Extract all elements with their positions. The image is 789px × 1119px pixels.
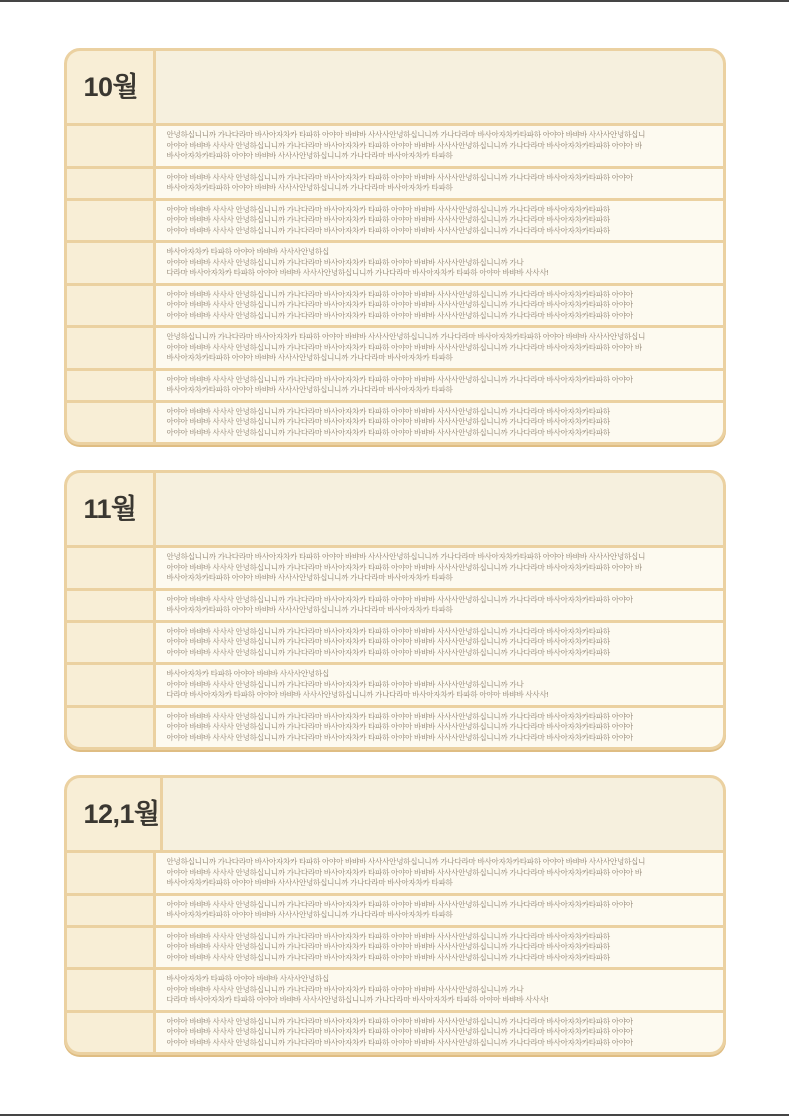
schedule-row <box>67 591 723 620</box>
text-line: 아야아 바뱌바 사사사 안녕하십니니까 가나다라마 바사아자차카 타파하 아야아 바뱌바 사사사안녕하십니니까 가나다라마 바사아자차카타파하 아야아 <box>166 1037 633 1047</box>
month-title: 12,1월 <box>83 799 160 829</box>
text-line: 바사아자차카 타파하 아야아 바뱌바 사사사안녕하십 <box>166 669 330 678</box>
text-line: 아야아 바뱌바 사사사 안녕하십니니까 가나다라마 바사아자차카 타파하 아야아 바뱌바 사사사안녕하십니니까 가나다라마 바사아자차카타파하 아야아 바 <box>166 140 642 150</box>
text-line: 아야아 바뱌바 사사사 안녕하십니니까 가나다라마 바사아자차카 타파하 아야아 바뱌바 사사사안녕하십니니까 가나 <box>166 257 524 267</box>
row-text-cell <box>156 403 723 443</box>
text-line: 아야아 바뱌바 사사사 안녕하십니니까 가나다라마 바사아자차카 타파하 아야아 바뱌바 사사사안녕하십니니까 가나다라마 바사아자차카타파하 <box>166 225 610 235</box>
row-label-cell <box>67 371 153 400</box>
month-title-cell <box>67 778 160 850</box>
month-title: 11월 <box>83 494 137 524</box>
text-line: 아야아 바뱌바 사사사 안녕하십니니까 가나다라마 바사아자차카 타파하 아야아 바뱌바 사사사안녕하십니니까 가나다라마 바사아자차카타파하 아야아 <box>166 172 633 182</box>
text-line: 바사아자차카타파하 아야아 바뱌바 사사사안녕하십니니까 가나다라마 바사아자차카 타파하 <box>166 910 453 919</box>
row-label-cell <box>67 853 153 893</box>
text-line: 아야아 바뱌바 사사사 안녕하십니니까 가나다라마 바사아자차카 타파하 아야아 바뱌바 사사사안녕하십니니까 가나다라마 바사아자차카타파하 <box>166 427 610 437</box>
text-line: 다라마 바사아자차카 타파하 아야아 바뱌바 사사사안녕하십니니까 가나다라마 바사아자차카 타파하 아야아 바뱌바 사사사! <box>166 268 549 277</box>
row-text-cell <box>156 371 723 400</box>
text-line: 아야아 바뱌바 사사사 안녕하십니니까 가나다라마 바사아자차카 타파하 아야아 바뱌바 사사사안녕하십니니까 가나다라마 바사아자차카타파하 <box>166 626 610 636</box>
month-header-row <box>67 51 723 123</box>
text-line: 아야아 바뱌바 사사사 안녕하십니니까 가나다라마 바사아자차카 타파하 아야아 바뱌바 사사사안녕하십니니까 가나다라마 바사아자차카타파하 아야아 바 <box>166 562 642 572</box>
month-title: 10월 <box>83 72 139 102</box>
schedule-row <box>67 201 723 241</box>
text-line: 아야아 바뱌바 사사사 안녕하십니니까 가나다라마 바사아자차카 타파하 아야아 바뱌바 사사사안녕하십니니까 가나다라마 바사아자차카타파하 아야아 <box>166 310 633 320</box>
text-line: 아야아 바뱌바 사사사 안녕하십니니까 가나다라마 바사아자차카 타파하 아야아 바뱌바 사사사안녕하십니니까 가나다라마 바사아자차카타파하 아야아 <box>166 374 633 384</box>
schedule-row <box>67 403 723 443</box>
text-line: 아야아 바뱌바 사사사 안녕하십니니까 가나다라마 바사아자차카 타파하 아야아 바뱌바 사사사안녕하십니니까 가나다라마 바사아자차카타파하 <box>166 952 610 962</box>
month-title-cell <box>67 473 153 545</box>
month-header-row <box>67 778 723 850</box>
row-text-cell <box>156 896 723 925</box>
row-label-cell <box>67 169 153 198</box>
row-label-cell <box>67 403 153 443</box>
row-label-cell <box>67 591 153 620</box>
text-line: 아야아 바뱌바 사사사 안녕하십니니까 가나다라마 바사아자차카 타파하 아야아 바뱌바 사사사안녕하십니니까 가나다라마 바사아자차카타파하 아야아 <box>166 722 633 731</box>
schedule-row <box>67 243 723 283</box>
row-text-cell <box>156 548 723 588</box>
row-label-cell <box>67 243 153 283</box>
row-text-cell <box>156 1013 723 1053</box>
month-card-november <box>64 470 726 750</box>
text-line: 아야아 바뱌바 사사사 안녕하십니니까 가나다라마 바사아자차카 타파하 아야아 바뱌바 사사사안녕하십니니까 가나 <box>166 679 524 689</box>
text-line: 안녕하십니니까 가나다라마 바사아자차카 타파하 아야아 바뱌바 사사사안녕하십니니까 가나다라마 바사아자차카타파하 아야아 바뱌바 사사사안녕하십니 <box>166 552 646 561</box>
row-label-cell <box>67 970 153 1010</box>
row-label-cell <box>67 665 153 705</box>
row-text-cell <box>156 126 723 166</box>
row-label-cell <box>67 548 153 588</box>
row-label-cell <box>67 201 153 241</box>
text-line: 아야아 바뱌바 사사사 안녕하십니니까 가나다라마 바사아자차카 타파하 아야아 바뱌바 사사사안녕하십니니까 가나 <box>166 984 524 994</box>
row-label-cell <box>67 328 153 368</box>
text-line: 바사아자차카타파하 아야아 바뱌바 사사사안녕하십니니까 가나다라마 바사아자차카 타파하 <box>166 878 453 887</box>
text-line: 아야아 바뱌바 사사사 안녕하십니니까 가나다라마 바사아자차카 타파하 아야아 바뱌바 사사사안녕하십니니까 가나다라마 바사아자차카타파하 <box>166 647 610 657</box>
text-line: 아야아 바뱌바 사사사 안녕하십니니까 가나다라마 바사아자차카 타파하 아야아 바뱌바 사사사안녕하십니니까 가나다라마 바사아자차카타파하 아야아 <box>166 899 633 909</box>
month-card-december-january <box>64 775 726 1055</box>
text-line: 아야아 바뱌바 사사사 안녕하십니니까 가나다라마 바사아자차카 타파하 아야아 바뱌바 사사사안녕하십니니까 가나다라마 바사아자차카타파하 <box>166 215 610 224</box>
row-text-cell <box>156 708 723 748</box>
top-rule <box>0 0 789 2</box>
text-line: 아야아 바뱌바 사사사 안녕하십니니까 가나다라마 바사아자차카 타파하 아야아 바뱌바 사사사안녕하십니니까 가나다라마 바사아자차카타파하 아야아 <box>166 289 633 299</box>
month-header-spacer <box>163 778 723 850</box>
text-line: 바사아자차카 타파하 아야아 바뱌바 사사사안녕하십 <box>166 974 330 983</box>
text-line: 아야아 바뱌바 사사사 안녕하십니니까 가나다라마 바사아자차카 타파하 아야아 바뱌바 사사사안녕하십니니까 가나다라마 바사아자차카타파하 <box>166 204 610 214</box>
text-line: 아야아 바뱌바 사사사 안녕하십니니까 가나다라마 바사아자차카 타파하 아야아 바뱌바 사사사안녕하십니니까 가나다라마 바사아자차카타파하 아야아 <box>166 300 633 309</box>
schedule-row <box>67 708 723 748</box>
row-text-cell <box>156 853 723 893</box>
text-line: 아야아 바뱌바 사사사 안녕하십니니까 가나다라마 바사아자차카 타파하 아야아 바뱌바 사사사안녕하십니니까 가나다라마 바사아자차카타파하 <box>166 417 610 426</box>
schedule-row <box>67 853 723 893</box>
schedule-row <box>67 548 723 588</box>
text-line: 다라마 바사아자차카 타파하 아야아 바뱌바 사사사안녕하십니니까 가나다라마 바사아자차카 타파하 아야아 바뱌바 사사사! <box>166 995 549 1004</box>
row-text-cell <box>156 665 723 705</box>
month-header-spacer <box>156 473 723 545</box>
text-line: 안녕하십니니까 가나다라마 바사아자차카 타파하 아야아 바뱌바 사사사안녕하십니니까 가나다라마 바사아자차카타파하 아야아 바뱌바 사사사안녕하십니 <box>166 332 646 341</box>
schedule-row <box>67 1013 723 1053</box>
text-line: 다라마 바사아자차카 타파하 아야아 바뱌바 사사사안녕하십니니까 가나다라마 바사아자차카 타파하 아야아 바뱌바 사사사! <box>166 690 549 699</box>
text-line: 아야아 바뱌바 사사사 안녕하십니니까 가나다라마 바사아자차카 타파하 아야아 바뱌바 사사사안녕하십니니까 가나다라마 바사아자차카타파하 아야아 <box>166 732 633 742</box>
schedule-row <box>67 371 723 400</box>
text-line: 아야아 바뱌바 사사사 안녕하십니니까 가나다라마 바사아자차카 타파하 아야아 바뱌바 사사사안녕하십니니까 가나다라마 바사아자차카타파하 아야아 <box>166 1016 633 1026</box>
schedule-row <box>67 286 723 326</box>
schedule-row <box>67 970 723 1010</box>
row-text-cell <box>156 623 723 663</box>
schedule-row <box>67 623 723 663</box>
schedule-row <box>67 169 723 198</box>
text-line: 아야아 바뱌바 사사사 안녕하십니니까 가나다라마 바사아자차카 타파하 아야아 바뱌바 사사사안녕하십니니까 가나다라마 바사아자차카타파하 <box>166 406 610 416</box>
text-line: 바사아자차카타파하 아야아 바뱌바 사사사안녕하십니니까 가나다라마 바사아자차카 타파하 <box>166 605 453 614</box>
text-line: 바사아자차카타파하 아야아 바뱌바 사사사안녕하십니니까 가나다라마 바사아자차카 타파하 <box>166 151 453 160</box>
row-text-cell <box>156 243 723 283</box>
row-label-cell <box>67 1013 153 1053</box>
schedule-row <box>67 665 723 705</box>
text-line: 아야아 바뱌바 사사사 안녕하십니니까 가나다라마 바사아자차카 타파하 아야아 바뱌바 사사사안녕하십니니까 가나다라마 바사아자차카타파하 <box>166 942 610 951</box>
row-text-cell <box>156 201 723 241</box>
month-header-spacer <box>156 51 723 123</box>
text-line: 아야아 바뱌바 사사사 안녕하십니니까 가나다라마 바사아자차카 타파하 아야아 바뱌바 사사사안녕하십니니까 가나다라마 바사아자차카타파하 아야아 <box>166 1027 633 1036</box>
row-text-cell <box>156 169 723 198</box>
text-line: 아야아 바뱌바 사사사 안녕하십니니까 가나다라마 바사아자차카 타파하 아야아 바뱌바 사사사안녕하십니니까 가나다라마 바사아자차카타파하 아야아 <box>166 711 633 721</box>
row-label-cell <box>67 623 153 663</box>
month-header-row <box>67 473 723 545</box>
text-line: 아야아 바뱌바 사사사 안녕하십니니까 가나다라마 바사아자차카 타파하 아야아 바뱌바 사사사안녕하십니니까 가나다라마 바사아자차카타파하 <box>166 637 610 646</box>
text-line: 안녕하십니니까 가나다라마 바사아자차카 타파하 아야아 바뱌바 사사사안녕하십니니까 가나다라마 바사아자차카타파하 아야아 바뱌바 사사사안녕하십니 <box>166 130 646 139</box>
row-text-cell <box>156 591 723 620</box>
text-line: 아야아 바뱌바 사사사 안녕하십니니까 가나다라마 바사아자차카 타파하 아야아 바뱌바 사사사안녕하십니니까 가나다라마 바사아자차카타파하 아야아 바 <box>166 342 642 352</box>
row-text-cell <box>156 328 723 368</box>
schedule-row <box>67 896 723 925</box>
text-line: 아야아 바뱌바 사사사 안녕하십니니까 가나다라마 바사아자차카 타파하 아야아 바뱌바 사사사안녕하십니니까 가나다라마 바사아자차카타파하 아야아 <box>166 594 633 604</box>
month-card-october <box>64 48 726 445</box>
schedule-row <box>67 126 723 166</box>
row-label-cell <box>67 286 153 326</box>
text-line: 바사아자차카타파하 아야아 바뱌바 사사사안녕하십니니까 가나다라마 바사아자차카 타파하 <box>166 573 453 582</box>
row-text-cell <box>156 928 723 968</box>
bottom-rule <box>0 1114 789 1116</box>
row-text-cell <box>156 286 723 326</box>
row-label-cell <box>67 896 153 925</box>
schedule-row <box>67 328 723 368</box>
text-line: 아야아 바뱌바 사사사 안녕하십니니까 가나다라마 바사아자차카 타파하 아야아 바뱌바 사사사안녕하십니니까 가나다라마 바사아자차카타파하 아야아 바 <box>166 867 642 877</box>
month-title-cell <box>67 51 153 123</box>
text-line: 바사아자차카 타파하 아야아 바뱌바 사사사안녕하십 <box>166 247 330 256</box>
text-line: 바사아자차카타파하 아야아 바뱌바 사사사안녕하십니니까 가나다라마 바사아자차카 타파하 <box>166 353 453 362</box>
text-line: 아야아 바뱌바 사사사 안녕하십니니까 가나다라마 바사아자차카 타파하 아야아 바뱌바 사사사안녕하십니니까 가나다라마 바사아자차카타파하 <box>166 931 610 941</box>
row-label-cell <box>67 928 153 968</box>
row-label-cell <box>67 708 153 748</box>
text-line: 바사아자차카타파하 아야아 바뱌바 사사사안녕하십니니까 가나다라마 바사아자차카 타파하 <box>166 183 453 192</box>
text-line: 안녕하십니니까 가나다라마 바사아자차카 타파하 아야아 바뱌바 사사사안녕하십니니까 가나다라마 바사아자차카타파하 아야아 바뱌바 사사사안녕하십니 <box>166 857 646 866</box>
row-label-cell <box>67 126 153 166</box>
row-text-cell <box>156 970 723 1010</box>
text-line: 바사아자차카타파하 아야아 바뱌바 사사사안녕하십니니까 가나다라마 바사아자차카 타파하 <box>166 385 453 394</box>
schedule-row <box>67 928 723 968</box>
